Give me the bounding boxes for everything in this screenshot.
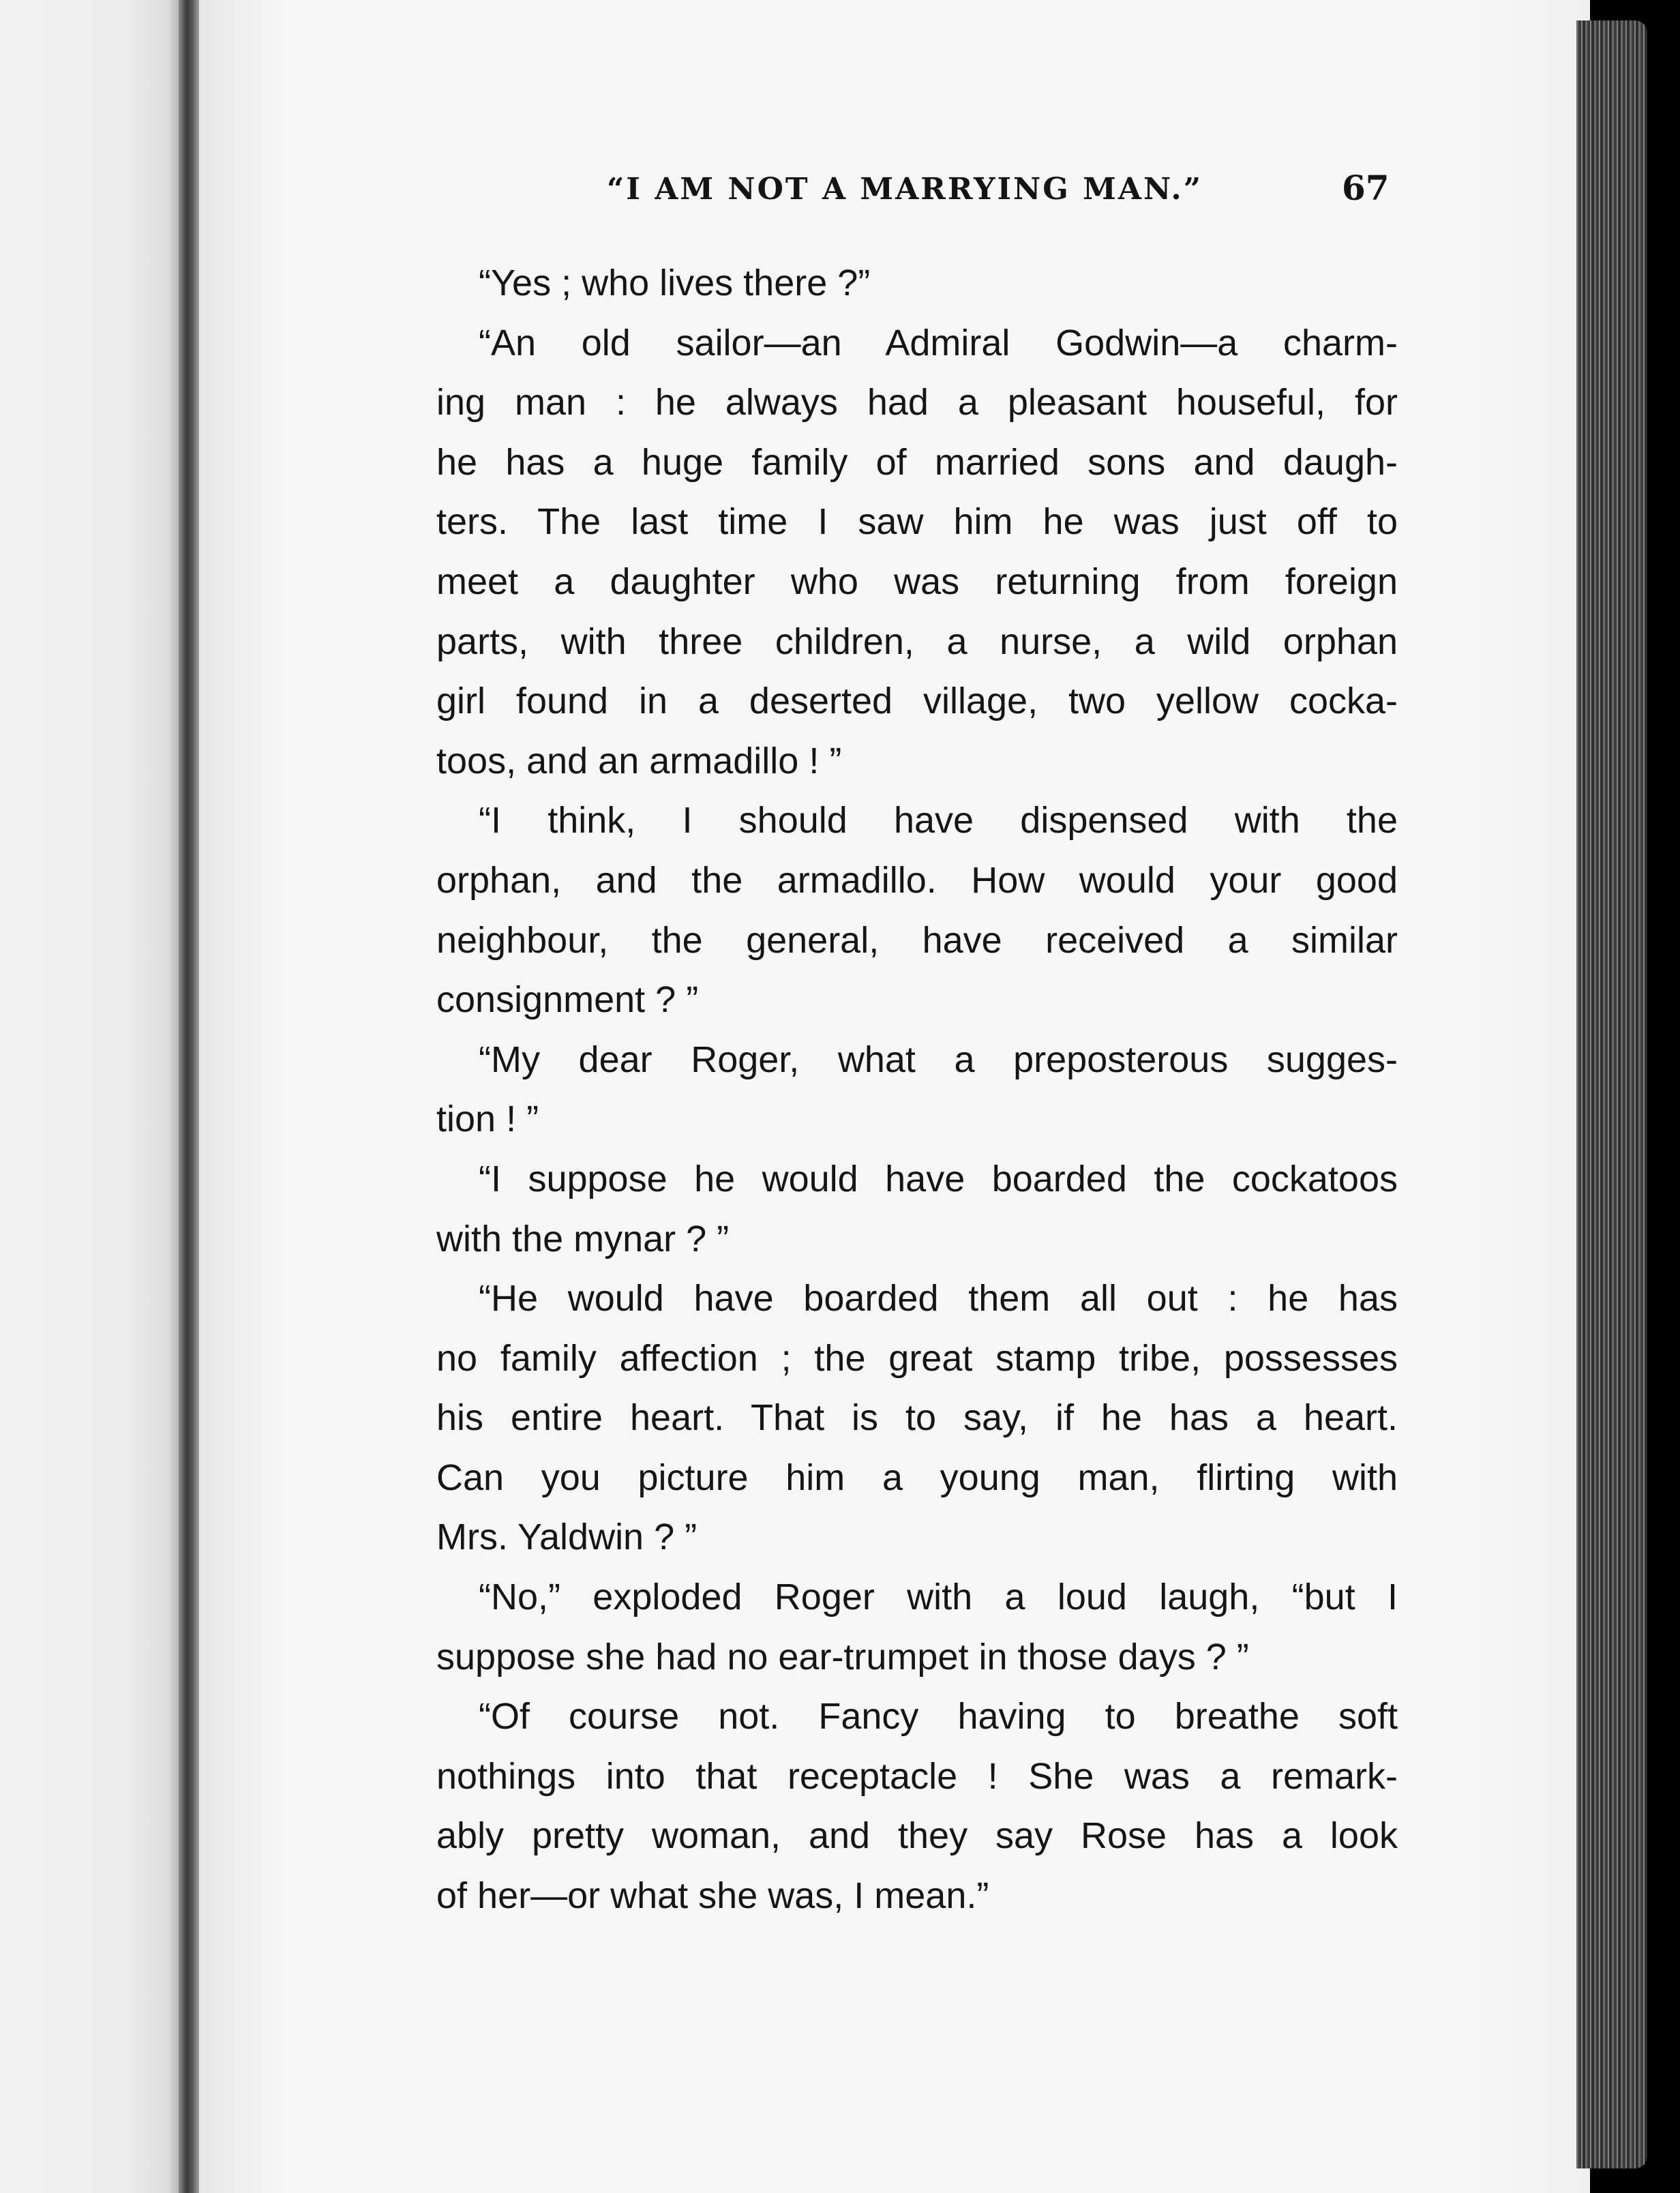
text-line: with the mynar ? ”	[436, 1218, 730, 1259]
text-line: ters. The last time I saw him he was just off to	[436, 501, 1398, 543]
text-line: “Of course not. Fancy having to breathe soft	[479, 1696, 1398, 1737]
text-line: “My dear Roger, what a preposterous sugges-	[479, 1039, 1398, 1080]
facing-page-left	[0, 0, 183, 2193]
text-line: tion ! ”	[436, 1099, 539, 1140]
text-line: parts, with three children, a nurse, a wild orphan	[436, 621, 1398, 662]
book-gutter	[179, 0, 202, 2193]
text-line: ably pretty woman, and they say Rose has a look	[436, 1815, 1398, 1857]
text-line: Can you picture him a young man, flirting with	[436, 1457, 1398, 1498]
text-line: consignment ? ”	[436, 979, 699, 1021]
text-line: nothings into that receptacle ! She was a remark-	[436, 1755, 1398, 1797]
text-line: “I think, I should have dispensed with the	[479, 800, 1398, 841]
text-line: he has a huge family of married sons and daugh-	[436, 441, 1398, 483]
text-line: toos, and an armadillo ! ”	[436, 740, 842, 781]
text-line: his entire heart. That is to say, if he has a heart.	[436, 1397, 1398, 1439]
page-edges	[1576, 20, 1647, 2168]
text-line: Mrs. Yaldwin ? ”	[436, 1517, 698, 1558]
text-line: “Yes ; who lives there ?”	[479, 263, 871, 303]
text-line: “No,” exploded Roger with a loud laugh, “but I	[479, 1577, 1398, 1618]
text-line: “He would have boarded them all out : he has	[479, 1278, 1398, 1319]
text-line: “An old sailor—an Admiral Godwin—a charm-	[479, 322, 1398, 363]
body-text	[436, 254, 1398, 1926]
text-line: neighbour, the general, have received a similar	[436, 919, 1398, 961]
page-number: 67	[1342, 168, 1390, 208]
text-line: orphan, and the armadillo. How would your good	[436, 859, 1398, 901]
text-line: of her—or what she was, I mean.”	[436, 1875, 989, 1917]
text-line: ing man : he always had a pleasant houseful, for	[436, 382, 1398, 423]
text-line: “I suppose he would have boarded the cockatoos	[479, 1158, 1398, 1199]
text-line: girl found in a deserted village, two yellow cocka-	[436, 681, 1398, 722]
text-line: no family affection ; the great stamp tribe, possesses	[436, 1337, 1398, 1379]
running-head: “I AM NOT A MARRYING MAN.”	[607, 172, 1203, 207]
text-line: meet a daughter who was returning from foreign	[436, 561, 1398, 602]
text-line: suppose she had no ear-trumpet in those days ? ”	[436, 1636, 1249, 1677]
